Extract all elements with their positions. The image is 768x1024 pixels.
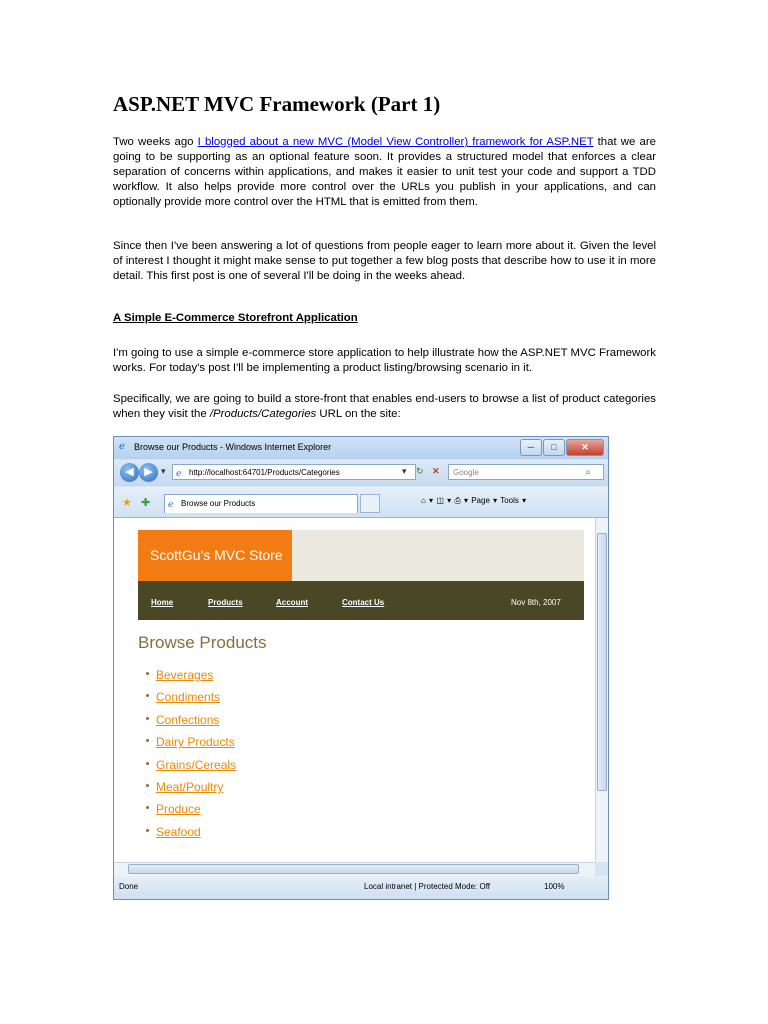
category-link[interactable] bbox=[146, 801, 236, 823]
store-intro-paragraph: I'm going to use a simple e-commerce store application to help illustrate how the ASP.NET MVC Framework works. For today's post I'll be implementing a product listing/browsing scenario in it. bbox=[113, 347, 656, 374]
bullet-icon bbox=[146, 762, 149, 765]
browser-tab[interactable] bbox=[164, 494, 358, 513]
category-link[interactable] bbox=[146, 712, 236, 734]
browser-address-bar bbox=[114, 460, 608, 486]
bullet-icon bbox=[146, 739, 149, 742]
print-icon[interactable]: ⎙ ▾ bbox=[454, 496, 468, 505]
category-label: Meat/Poultry bbox=[156, 779, 224, 794]
home-icon[interactable]: ⌂ ▾ bbox=[421, 496, 434, 505]
close-window-button[interactable]: ✕ bbox=[566, 439, 604, 456]
mvc-announcement-link[interactable]: I blogged about a new MVC (Model View Controller) framework for ASP.NET bbox=[197, 136, 594, 148]
stop-icon[interactable]: ✕ bbox=[432, 466, 440, 476]
browse-products-heading: Browse Products bbox=[138, 633, 267, 652]
horizontal-scroll-thumb[interactable] bbox=[128, 864, 579, 874]
storefront-text-post: URL on the site: bbox=[316, 407, 401, 420]
maximize-button[interactable]: □ bbox=[543, 439, 565, 456]
category-label: Dairy Products bbox=[156, 735, 235, 750]
refresh-icon[interactable]: ↻ bbox=[416, 466, 424, 476]
history-dropdown-icon[interactable]: ▾ bbox=[161, 466, 166, 476]
security-zone: Local intranet | Protected Mode: Off bbox=[364, 882, 490, 891]
browser-viewport bbox=[114, 518, 595, 862]
forward-arrow-icon[interactable]: ▶ bbox=[139, 463, 158, 482]
nav-account[interactable]: Account bbox=[276, 598, 308, 607]
nav-contact-us[interactable]: Contact Us bbox=[342, 598, 385, 607]
back-arrow-icon[interactable]: ◀ bbox=[120, 463, 139, 482]
vertical-scrollbar[interactable] bbox=[595, 518, 609, 862]
intro-text-pre: Two weeks ago bbox=[113, 136, 198, 148]
nav-home[interactable]: Home bbox=[151, 598, 174, 607]
browser-tab-bar bbox=[114, 487, 608, 518]
tab-title: Browse our Products bbox=[181, 499, 256, 508]
category-link[interactable] bbox=[146, 779, 236, 801]
category-link[interactable] bbox=[146, 757, 236, 779]
window-controls bbox=[520, 439, 604, 455]
storefront-paragraph bbox=[113, 392, 656, 422]
address-dropdown-icon[interactable]: ▾ bbox=[402, 466, 407, 476]
bullet-icon bbox=[146, 829, 149, 832]
section-heading: A Simple E-Commerce Storefront Application bbox=[113, 312, 358, 324]
category-link[interactable] bbox=[146, 824, 236, 846]
bullet-icon bbox=[146, 717, 149, 720]
zoom-level[interactable]: 100% bbox=[544, 882, 565, 891]
storefront-text-pre: Specifically, we are going to build a store-front that enables end-users to browse a list of product categories when they visit the bbox=[113, 393, 656, 420]
browser-status-bar bbox=[114, 876, 608, 899]
add-favorites-icon[interactable]: ✚ bbox=[141, 497, 151, 509]
category-label: Condiments bbox=[156, 690, 221, 705]
category-label: Seafood bbox=[156, 824, 201, 839]
browser-title-bar bbox=[114, 437, 608, 459]
category-label: Produce bbox=[156, 802, 201, 817]
nav-products[interactable]: Products bbox=[208, 598, 243, 607]
new-tab-button[interactable] bbox=[360, 494, 380, 513]
page-title: ASP.NET MVC Framework (Part 1) bbox=[113, 92, 441, 116]
page-icon: ℯ bbox=[176, 468, 182, 478]
bullet-icon bbox=[146, 694, 149, 697]
horizontal-scrollbar[interactable] bbox=[114, 862, 595, 876]
ie-logo-icon: ℯ bbox=[119, 441, 125, 452]
category-link[interactable] bbox=[146, 689, 236, 711]
tab-page-icon: ℯ bbox=[168, 499, 174, 509]
minimize-button[interactable]: ─ bbox=[520, 439, 542, 456]
bullet-icon bbox=[146, 784, 149, 787]
favorites-star-icon[interactable]: ★ bbox=[122, 497, 132, 509]
category-label: Confections bbox=[156, 712, 220, 727]
category-label: Grains/Cereals bbox=[156, 757, 237, 772]
category-label: Beverages bbox=[156, 668, 214, 682]
followup-paragraph: Since then I've been answering a lot of questions from people eager to learn more about it. Given the level of interest I thought it might make sense to put together a few blog posts that describe how to use it in more detail. This first post is one of several I'll be doing in the weeks ahead. bbox=[113, 240, 656, 282]
address-url: http://localhost:64701/Products/Categories bbox=[189, 468, 340, 477]
browser-window-title: Browse our Products - Windows Internet Explorer bbox=[134, 442, 332, 452]
page-menu[interactable]: Page ▾ bbox=[471, 496, 498, 505]
address-input[interactable] bbox=[172, 464, 416, 480]
site-nav bbox=[138, 581, 584, 620]
vertical-scroll-thumb[interactable] bbox=[597, 533, 607, 791]
intro-paragraph bbox=[113, 135, 656, 210]
category-link[interactable] bbox=[146, 667, 236, 689]
bullet-icon bbox=[146, 672, 149, 675]
bullet-icon bbox=[146, 806, 149, 809]
site-date: Nov 8th, 2007 bbox=[511, 598, 561, 607]
tools-menu[interactable]: Tools ▾ bbox=[500, 496, 527, 505]
category-link[interactable] bbox=[146, 734, 236, 756]
status-text: Done bbox=[119, 882, 139, 891]
categories-url-text: /Products/Categories bbox=[209, 407, 317, 420]
intro-text-post: that we are going to be supporting as an optional feature soon. It provides a structured model that enforces a clear separation of concerns within applications, and makes it easier to unit test your code and support a TDD workflow. It also helps provide more control over the URLs you publish in your applications, and can optionally provide more control over the HTML that is emitted from them. bbox=[113, 136, 656, 208]
category-list bbox=[146, 667, 236, 846]
feeds-icon[interactable]: ◫ ▾ bbox=[436, 496, 452, 505]
site-logo[interactable]: ScottGu's MVC Store bbox=[138, 530, 292, 581]
search-icon[interactable]: ⌕ bbox=[585, 467, 591, 478]
search-placeholder: Google bbox=[453, 468, 479, 477]
browser-screenshot bbox=[113, 436, 609, 900]
command-bar bbox=[421, 496, 526, 506]
search-input[interactable] bbox=[448, 464, 604, 480]
